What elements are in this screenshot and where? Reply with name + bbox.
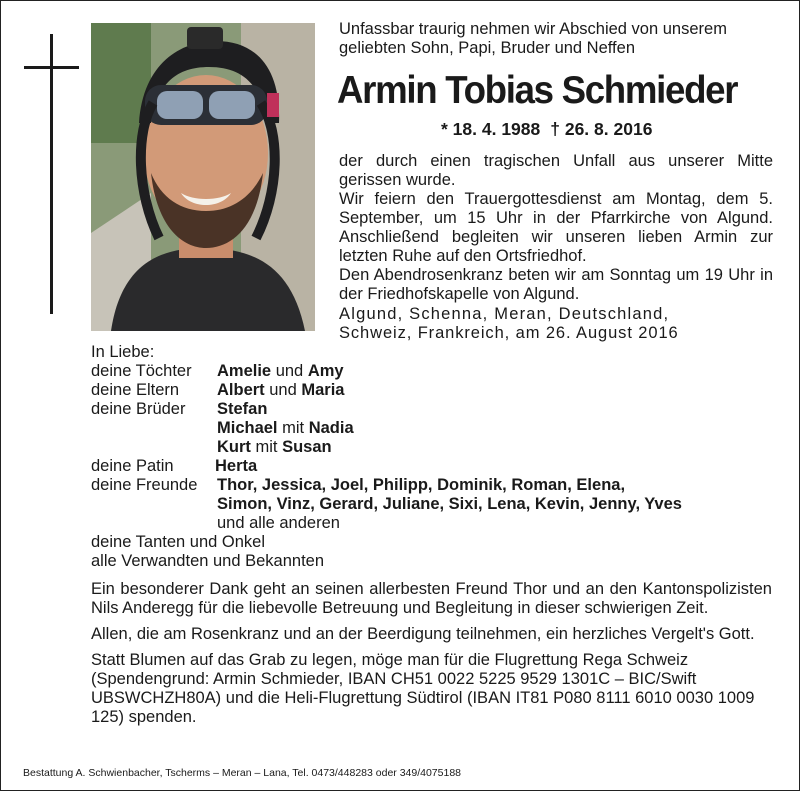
connector: und xyxy=(264,381,302,399)
story-funeral: Wir feiern den Trauergottesdienst am Montag, dem 5. September, um 15 Uhr in der Pfarrkirche von Algund. Anschließend begleiten wir unseren lieben Armin zur letzten Ruhe auf den Ortsfriedhof. xyxy=(339,190,773,265)
family-row-godmother xyxy=(91,457,771,476)
relation-label: deine Freunde xyxy=(91,476,198,494)
family-row-daughters xyxy=(91,362,771,381)
name-susan: Susan xyxy=(282,438,332,456)
name-herta: Herta xyxy=(215,457,258,475)
funeral-home-footer: Bestattung A. Schwienbacher, Tscherms – Meran – Lana, Tel. 0473/448283 oder 349/4075188 xyxy=(23,767,462,779)
name-michael: Michael xyxy=(217,419,278,437)
cross-icon-bar xyxy=(24,66,79,69)
family-row-brother-michael xyxy=(91,419,771,438)
story-accident: der durch einen tragischen Unfall aus unserer Mitte gerissen wurde. xyxy=(339,152,773,189)
places-line-1: Algund, Schenna, Meran, Deutschland, xyxy=(339,305,670,323)
family-row-friends-2 xyxy=(91,495,771,514)
name-nadia: Nadia xyxy=(308,419,354,437)
intro-line-1: Unfassbar traurig nehmen wir Abschied von unserem xyxy=(339,20,727,38)
story-rosary: Den Abendrosenkranz beten wir am Sonntag um 19 Uhr in der Friedhofskapelle von Algund. xyxy=(339,266,773,303)
intro-line-2: geliebten Sohn, Papi, Bruder und Neffen xyxy=(339,39,635,57)
name-amelie: Amelie xyxy=(217,362,272,380)
gratitude-paragraph: Allen, die am Rosenkranz und an der Beerdigung teilnehmen, ein herzliches Vergelt's Gott. xyxy=(91,625,755,643)
connector: und xyxy=(271,362,308,380)
places-line-2: Schweiz, Frankreich, am 26. August 2016 xyxy=(339,324,679,342)
family-row-brothers xyxy=(91,400,771,419)
portrait-photo xyxy=(91,23,315,331)
birth-date: * 18. 4. 1988 xyxy=(441,119,541,139)
relation-label: deine Brüder xyxy=(91,400,186,418)
connector: mit xyxy=(277,419,309,437)
family-list xyxy=(91,343,771,571)
relation-label: deine Patin xyxy=(91,457,174,475)
family-row-parents xyxy=(91,381,771,400)
friends-line-2: Simon, Vinz, Gerard, Juliane, Sixi, Lena, Kevin, Jenny, Yves xyxy=(217,495,682,513)
family-row-friends-3 xyxy=(91,514,771,533)
death-date: † 26. 8. 2016 xyxy=(550,119,653,139)
name-amy: Amy xyxy=(307,362,344,380)
relation-label: deine Töchter xyxy=(91,362,192,380)
life-dates xyxy=(441,119,652,140)
cross-icon xyxy=(50,34,53,314)
family-row-brother-kurt xyxy=(91,438,771,457)
deceased-name: Armin Tobias Schmieder xyxy=(337,69,738,112)
place-and-date xyxy=(339,305,773,343)
closing-text xyxy=(91,580,772,734)
friends-line-1: Thor, Jessica, Joel, Philipp, Dominik, Roman, Elena, xyxy=(217,476,626,494)
connector: mit xyxy=(250,438,283,456)
name-albert: Albert xyxy=(217,381,265,399)
aunts-uncles: deine Tanten und Onkel xyxy=(91,533,265,551)
relatives: alle Verwandten und Bekannten xyxy=(91,552,325,570)
story-text xyxy=(339,152,773,304)
name-stefan: Stefan xyxy=(217,400,268,418)
friends-line-3: und alle anderen xyxy=(217,514,340,532)
portrait-illustration xyxy=(91,23,315,331)
family-heading: In Liebe: xyxy=(91,343,155,361)
thanks-paragraph: Ein besonderer Dank geht an seinen allerbesten Freund Thor und an den Kantonspolizisten Nils Anderegg für die liebevolle Betreuung und Begleitung in dieser schwierigen Zeit. xyxy=(91,580,772,617)
name-kurt: Kurt xyxy=(217,438,251,456)
family-row-friends xyxy=(91,476,771,495)
intro-text xyxy=(339,20,779,58)
name-maria: Maria xyxy=(301,381,345,399)
relation-label: deine Eltern xyxy=(91,381,180,399)
donation-paragraph: Statt Blumen auf das Grab zu legen, möge man für die Flugrettung Rega Schweiz (Spendengrund: Armin Schmieder, IBAN CH51 0022 5225 9529 1301C – BIC/Swift UBSWCHZH80A) und die Heli-Flugrettung Südtirol (IBAN IT81 P080 8111 6010 0030 1009 125) spenden. xyxy=(91,651,755,726)
